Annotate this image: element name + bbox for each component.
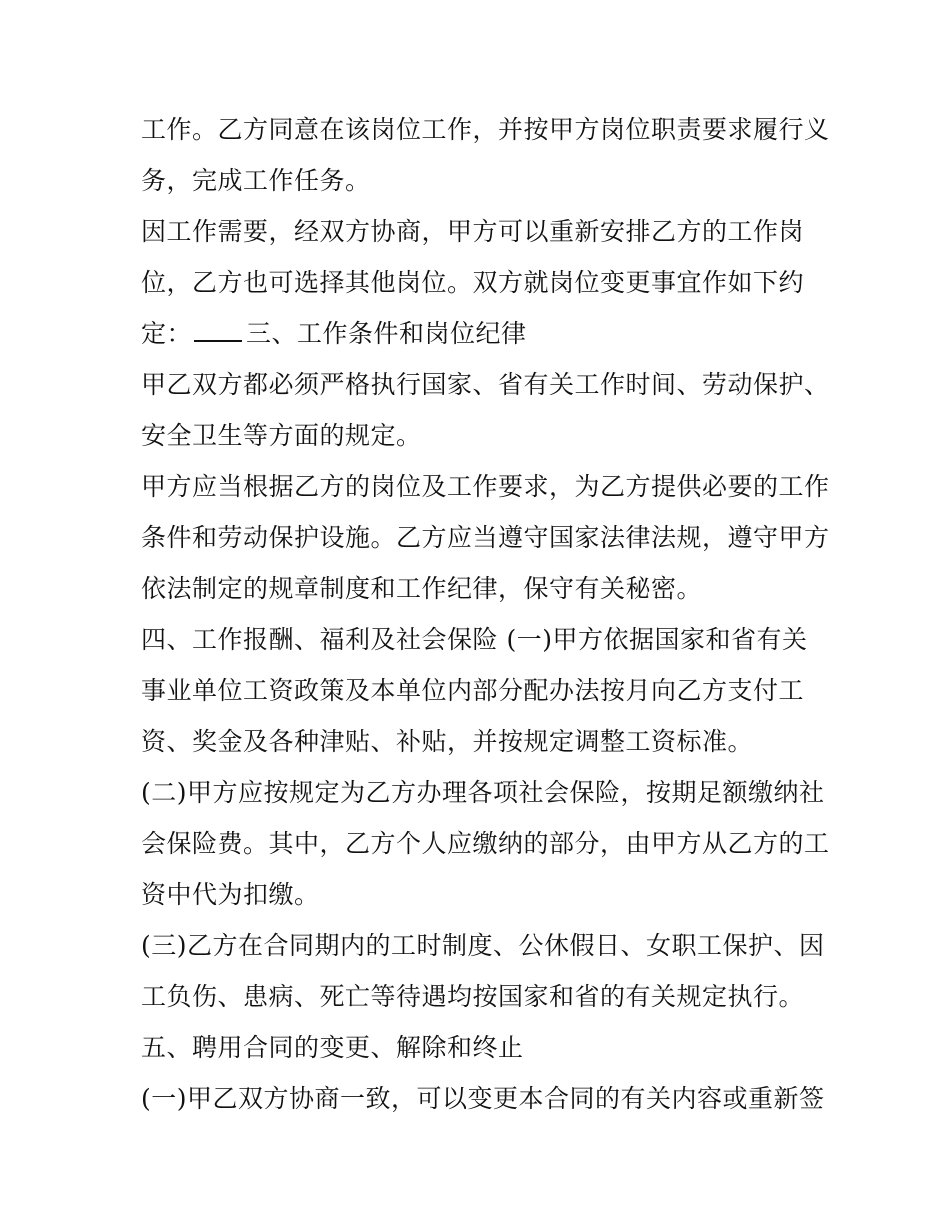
text-line: 位，乙方也可选择其他岗位。双方就岗位变更事宜作如下约 — [141, 268, 805, 297]
section-heading: 三、工作条件和岗位纪律 — [246, 319, 527, 348]
text-line: 工作。乙方同意在该岗位工作，并按甲方岗位职责要求履行义 — [141, 115, 830, 144]
text-line: 事业单位工资政策及本单位内部分配办法按月向乙方支付工 — [141, 676, 805, 705]
section-heading-line: 五、聘用合同的变更、解除和终止 — [141, 1033, 524, 1062]
text-line: 资中代为扣缴。 — [141, 880, 320, 909]
document-body — [141, 104, 831, 1124]
section-heading-line: 四、工作报酬、福利及社会保险 (一)甲方依据国家和省有关 — [141, 625, 808, 654]
text-line: 甲方应当根据乙方的岗位及工作要求，为乙方提供必要的工作 — [141, 472, 830, 501]
text-line: 务，完成工作任务。 — [141, 166, 371, 195]
text-line: 条件和劳动保护设施。乙方应当遵守国家法律法规，遵守甲方 — [141, 523, 830, 552]
text-line: (一)甲乙双方协商一致，可以变更本合同的有关内容或重新签 — [141, 1084, 825, 1113]
text-line: (二)甲方应按规定为乙方办理各项社会保险，按期足额缴纳社 — [141, 778, 825, 807]
text-line: 因工作需要，经双方协商，甲方可以重新安排乙方的工作岗 — [141, 217, 805, 246]
fill-in-blank[interactable] — [194, 320, 242, 342]
text-line: 安全卫生等方面的规定。 — [141, 421, 422, 450]
text-line: (三)乙方在合同期内的工时制度、公休假日、女职工保护、因 — [141, 931, 825, 960]
text-line: 甲乙双方都必须严格执行国家、省有关工作时间、劳动保护、 — [141, 370, 830, 399]
text-line: 会保险费。其中，乙方个人应缴纳的部分，由甲方从乙方的工 — [141, 829, 830, 858]
text-line: 依法制定的规章制度和工作纪律，保守有关秘密。 — [141, 574, 703, 603]
text-segment: 定： — [141, 319, 193, 348]
text-line: 工负伤、患病、死亡等待遇均按国家和省的有关规定执行。 — [141, 982, 805, 1011]
text-line: 资、奖金及各种津贴、补贴，并按规定调整工资标准。 — [141, 727, 754, 756]
text-line-with-blank — [141, 308, 831, 359]
